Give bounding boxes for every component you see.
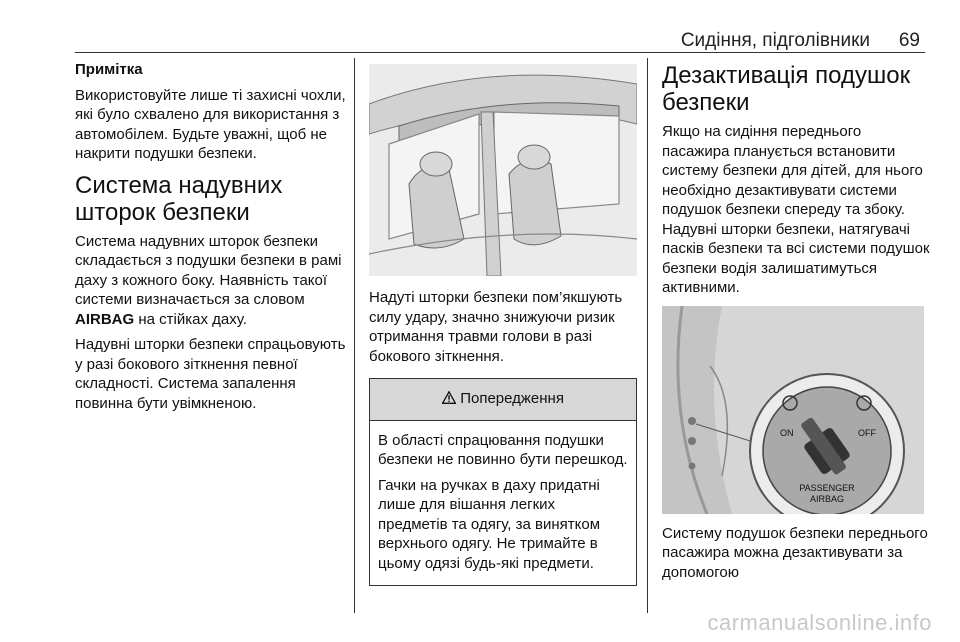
note-text: Використовуйте лише ті захисні чохли, які було схвалено для використання з автомобілем. Будьте уважні, щоб не накрити подушки безпеки. <box>75 86 346 162</box>
warning-title: Попередження <box>460 390 564 407</box>
header-divider <box>75 52 925 53</box>
deactivation-paragraph-1: Якщо на сидіння переднього пасажира планується встановити систему безпеки для дітей, для нього необхідно дезактивувати системи подушок безпеки спереду та збоку. Надувні шторки безпеки, натягувачі пасків безпеки та всі системи подушок безпеки водія залишатимуться активними. <box>662 123 930 296</box>
warning-header <box>370 379 636 421</box>
switch-label-passenger: PASSENGER <box>799 482 855 493</box>
warning-paragraph-2: Гачки на ручках в даху придатні лише для вішання легких предметів та одягу, за винятком верхнього одягу. Не тримайте в цьому одязі будь-які предмети. <box>378 476 601 572</box>
switch-label-airbag: AIRBAG <box>809 493 845 504</box>
deactivation-paragraph-2: Систему подушок безпеки переднього пасажира можна дезактивувати за допомогою <box>662 524 928 581</box>
paragraph-text-end: на стійках даху. <box>134 310 247 328</box>
section-heading-curtain-airbags: Система надувних шторок безпеки <box>75 171 283 226</box>
page-number: 69 <box>898 30 920 51</box>
curtain-airbag-paragraph-2: Надувні шторки безпеки спрацьовують у разі бокового зіткнення певної складності. Система запалення повинна бути увімкненою. <box>75 336 346 412</box>
switch-label-off: OFF <box>858 427 876 438</box>
warning-paragraph-1: В області спрацювання подушки безпеки не повинно бути перешкод. <box>378 431 628 468</box>
cabin-drawing <box>369 64 637 276</box>
airbag-keyword: AIRBAG <box>75 310 135 328</box>
warning-box <box>369 378 637 586</box>
column-divider-left <box>354 58 355 613</box>
column-left <box>75 60 347 419</box>
running-header-title: Сидіння, підголівники <box>680 30 870 51</box>
warning-body <box>370 421 636 586</box>
column-right <box>662 60 930 588</box>
section-heading-deactivation: Дезактивація подушок безпеки <box>662 62 911 116</box>
warning-triangle-icon <box>442 390 460 407</box>
paragraph-text-start: Система надувних шторок безпеки складається з подушки безпеки в рамі даху з кожного боку. Наявність такої системи визначається за словом <box>75 232 342 308</box>
curtain-airbag-illustration <box>369 64 637 276</box>
airbag-switch-illustration <box>662 306 924 514</box>
watermark: carmanualsonline.info <box>707 610 932 635</box>
note-title: Примітка <box>75 61 143 78</box>
switch-drawing <box>662 306 924 514</box>
column-middle <box>369 60 637 586</box>
curtain-airbag-paragraph-1 <box>75 232 347 330</box>
switch-label-on: ON <box>780 427 794 438</box>
column-divider-right <box>647 58 648 613</box>
illustration-caption: Надуті шторки безпеки пом’якшують силу удару, значно знижуючи ризик отримання травми голови в разі бокового зіткнення. <box>369 289 623 365</box>
